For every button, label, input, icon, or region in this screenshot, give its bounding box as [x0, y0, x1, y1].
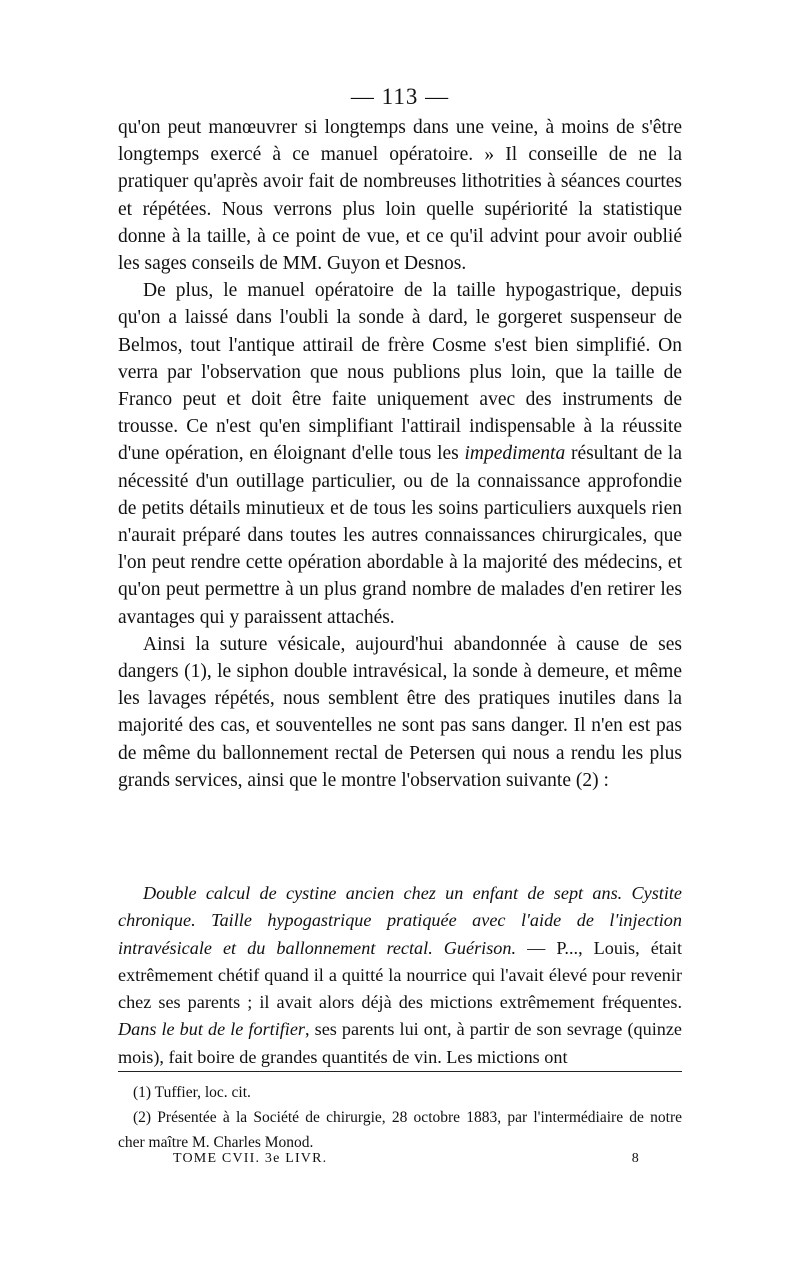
footnotes: [118, 1080, 682, 1155]
observation-italic: Dans le but de le fortifier: [118, 1019, 306, 1040]
footnote-rule: [118, 1071, 682, 1072]
observation-paragraph: [118, 880, 682, 1071]
main-text: [118, 114, 682, 794]
observation-text-c: , ses parents lui ont, à partir de son sevrage (quinze mois), fait boire de grandes quantités de vin. Les mictions ont: [118, 1019, 682, 1067]
observation-text-a: — P..., Louis, était extrêmement chétif quand il a quitté la nourrice qui l'avait élevé pour revenir chez ses parents ; il avait alors déjà des mictions extrêmement fréquentes.: [118, 937, 682, 1013]
signature-left: TOME CVII. 3e LIVR.: [173, 1151, 328, 1166]
paragraph-2-text-a: De plus, le manuel opératoire de la taille hypogastrique, depuis qu'on a laissé dans l'oubli la sonde à dard, le gorgeret suspenseur de Belmos, tout l'antique attirail de frère Cosme s'est bien simplifié. On verra par l'observation que nous publions plus loin, que la taille de Franco peut et doit être faite uniquement avec des instruments de trousse. Ce n'est qu'en simplifiant l'attirail indispensable à la réussite d'une opération, en éloignant d'elle tous les: [118, 280, 682, 465]
signature-right: 8: [631, 1151, 640, 1166]
paragraph-1: qu'on peut manœuvrer si longtemps dans une veine, à moins de s'être longtemps exercé à ce manuel opératoire. » Il conseille de ne la pratiquer qu'après avoir fait de nombreuses lithotrities à séances courtes et répétées. Nous verrons plus loin quelle supériorité la statistique donne à la taille, à ce point de vue, et ce qu'il advint pour avoir oublié les sages conseils de MM. Guyon et Desnos.: [118, 117, 682, 275]
paragraph-3: Ainsi la suture vésicale, aujourd'hui abandonnée à cause de ses dangers (1), le siphon double intravésical, la sonde à demeure, et même les lavages répétés, nous semblent être des pratiques inutiles dans la majorité des cas, et souventelles ne sont pas sans danger. Il n'en est pas de même du ballonnement rectal de Petersen qui nous a rendu les plus grands services, ainsi que le montre l'observation suivante (2) :: [118, 633, 682, 791]
paragraph-2-text-b: résultant de la nécessité d'un outillage particulier, ou de la connaissance approfondie de petits détails minutieux et de tous les soins particuliers auxquels rien n'aurait préparé dans toutes les autres connaissances chirurgicales, que l'on peut rendre cette opération abordable à la majorité des médecins, et qu'on peut permettre à un plus grand nombre de malades d'en retirer les avantages qui y paraissent attachés.: [118, 443, 683, 628]
paragraph-2: [118, 277, 682, 631]
impedimenta-emphasis: impedimenta: [464, 443, 566, 465]
footnote-1: (1) Tuffier, loc. cit.: [133, 1084, 251, 1101]
observation-title: Double calcul de cystine ancien chez un enfant de sept ans. Cystite chronique. Taille hypogastrique pratiquée avec l'aide de l'injection intravésicale et du ballonnement rectal. Guérison.: [118, 883, 682, 958]
footnote-2: (2) Présentée à la Société de chirurgie, 28 octobre 1883, par l'intermédiaire de notre cher maître M. Charles Monod.: [118, 1109, 682, 1151]
observation-block: [118, 880, 682, 1071]
page-number: — 113 —: [350, 84, 450, 109]
